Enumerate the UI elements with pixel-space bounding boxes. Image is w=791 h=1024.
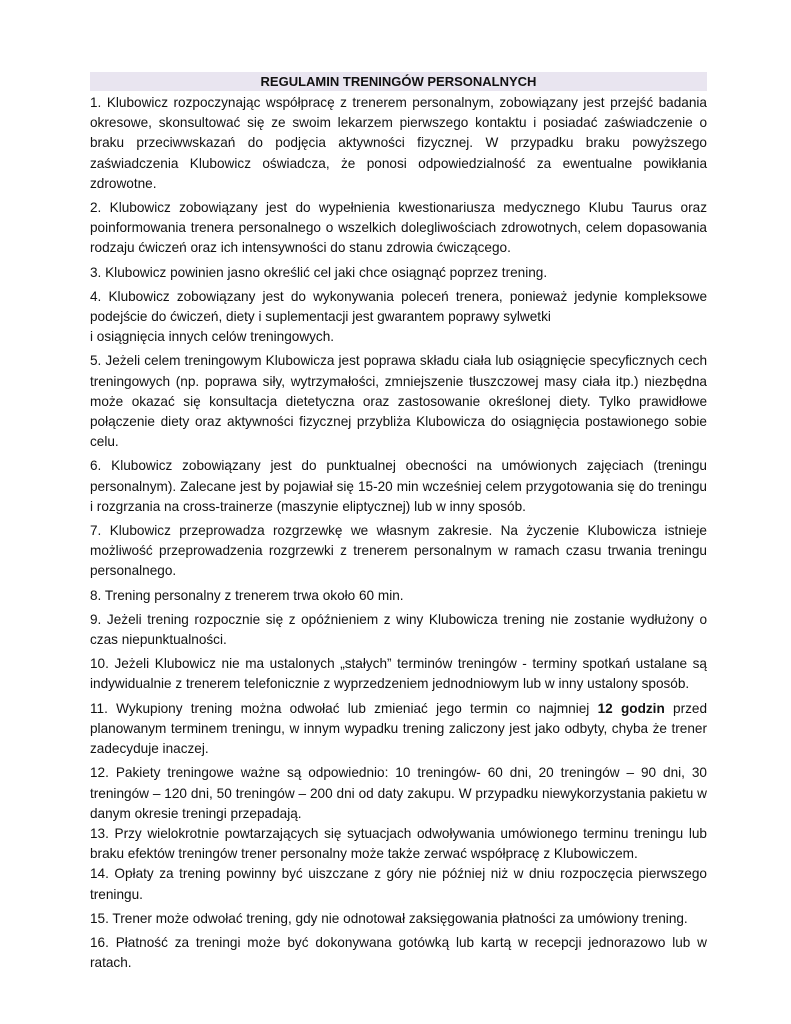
- rule-16: 16. Płatność za treningi może być dokonywana gotówką lub kartą w recepcji jednorazowo lub w ratach.: [90, 934, 707, 971]
- rule-4: [90, 287, 707, 348]
- document-page: [90, 72, 707, 977]
- rule-12: 12. Pakiety treningowe ważne są odpowiednio: 10 treningów- 60 dni, 20 treningów – 90 dni, 30 treningów – 120 dni, 50 treningów – 200 dni od daty zakupu. W przypadku niewykorzystania pakietu w danym okresie treningi przepadają.: [90, 765, 707, 821]
- rule-11-bold-hours: 12 godzin: [597, 700, 665, 716]
- rule-11-text-start: 11. Wykupiony trening można odwołać lub zmieniać jego termin co najmniej: [90, 700, 598, 716]
- rule-13: 13. Przy wielokrotnie powtarzających się sytuacjach odwoływania umówionego terminu treningu lub braku efektów treningów trener personalny może także zerwać współpracę z Klubowiczem.: [90, 825, 707, 862]
- rule-9: 9. Jeżeli trening rozpocznie się z opóźnieniem z winy Klubowicza trening nie zostanie wydłużony o czas niepunktualności.: [90, 611, 707, 648]
- rule-15: 15. Trener może odwołać trening, gdy nie odnotował zaksięgowania płatności za umówiony trening.: [90, 910, 688, 926]
- rule-4-line-1: 4. Klubowicz zobowiązany jest do wykonywania poleceń trenera, ponieważ jedynie kompleksowe podejście do ćwiczeń, diety i suplementacji jest gwarantem poprawy sylwetki: [90, 288, 707, 325]
- rule-11: [90, 699, 707, 760]
- rules-list: [90, 93, 707, 973]
- rule-14: 14. Opłaty za trening powinny być uiszczane z góry nie później niż w dniu rozpoczęcia pierwszego treningu.: [90, 866, 707, 902]
- rule-3: 3. Klubowicz powinien jasno określić cel jaki chce osiągnąć poprzez trening.: [90, 264, 548, 280]
- rule-1: 1. Klubowicz rozpoczynając współpracę z trenerem personalnym, zobowiązany jest przejść badania okresowe, skonsultować się ze swoim lekarzem pierwszego kontaktu i posiadać zaświadczenie o braku przeciwwskazań do podjęcia aktywności fizycznej. W przypadku braku powyższego zaświadczenia Klubowicz oświadcza, że ponosi odpowiedzialność za ewentualne powikłania zdrowotne.: [90, 95, 707, 191]
- rule-4-line-2: i osiągnięcia innych celów treningowych.: [90, 329, 335, 345]
- rule-5: 5. Jeżeli celem treningowym Klubowicza jest poprawa składu ciała lub osiągnięcie specyficznych cech treningowych (np. poprawa siły, wytrzymałości, zmniejszenie tłuszczowej masy ciała itp.) niezbędna może okazać się konsultacja dietetyczna oraz zastosowanie określonej diety. Tylko prawidłowe połączenie diety oraz aktywności fizycznej przybliża Klubowicza do osiągnięcia postawionego sobie celu.: [90, 353, 707, 450]
- rule-2: 2. Klubowicz zobowiązany jest do wypełnienia kwestionariusza medycznego Klubu Taurus oraz poinformowania trenera personalnego o wszelkich dolegliwościach zdrowotnych, celem dopasowania rodzaju ćwiczeń oraz ich intensywności do stanu zdrowia ćwiczącego.: [90, 200, 707, 256]
- rule-7: 7. Klubowicz przeprowadza rozgrzewkę we własnym zakresie. Na życzenie Klubowicza istnieje możliwość przeprowadzenia rozgrzewki z trenerem personalnym w ramach czasu trwania treningu personalnego.: [90, 523, 707, 579]
- document-title: REGULAMIN TRENINGÓW PERSONALNYCH: [90, 72, 707, 91]
- rule-6: 6. Klubowicz zobowiązany jest do punktualnej obecności na umówionych zajęciach (treningu personalnym). Zalecane jest by pojawiał się 15-20 min wcześniej celem przygotowania się do treningu i rozgrzania na cross-trainerze (maszynie eliptycznej) lub w inny sposób.: [90, 458, 707, 514]
- rule-11-text-end: przed planowanym terminem treningu, w innym wypadku trening zaliczony jest jako odbyty, chyba że trener zadecyduje inaczej.: [90, 700, 708, 757]
- rule-10: 10. Jeżeli Klubowicz nie ma ustalonych „stałych” terminów treningów - terminy spotkań ustalane są indywidualnie z trenerem telefonicznie z wyprzedzeniem jednodniowym lub w inny ustalony sposób.: [90, 656, 707, 692]
- rule-8: 8. Trening personalny z trenerem trwa około 60 min.: [90, 587, 404, 603]
